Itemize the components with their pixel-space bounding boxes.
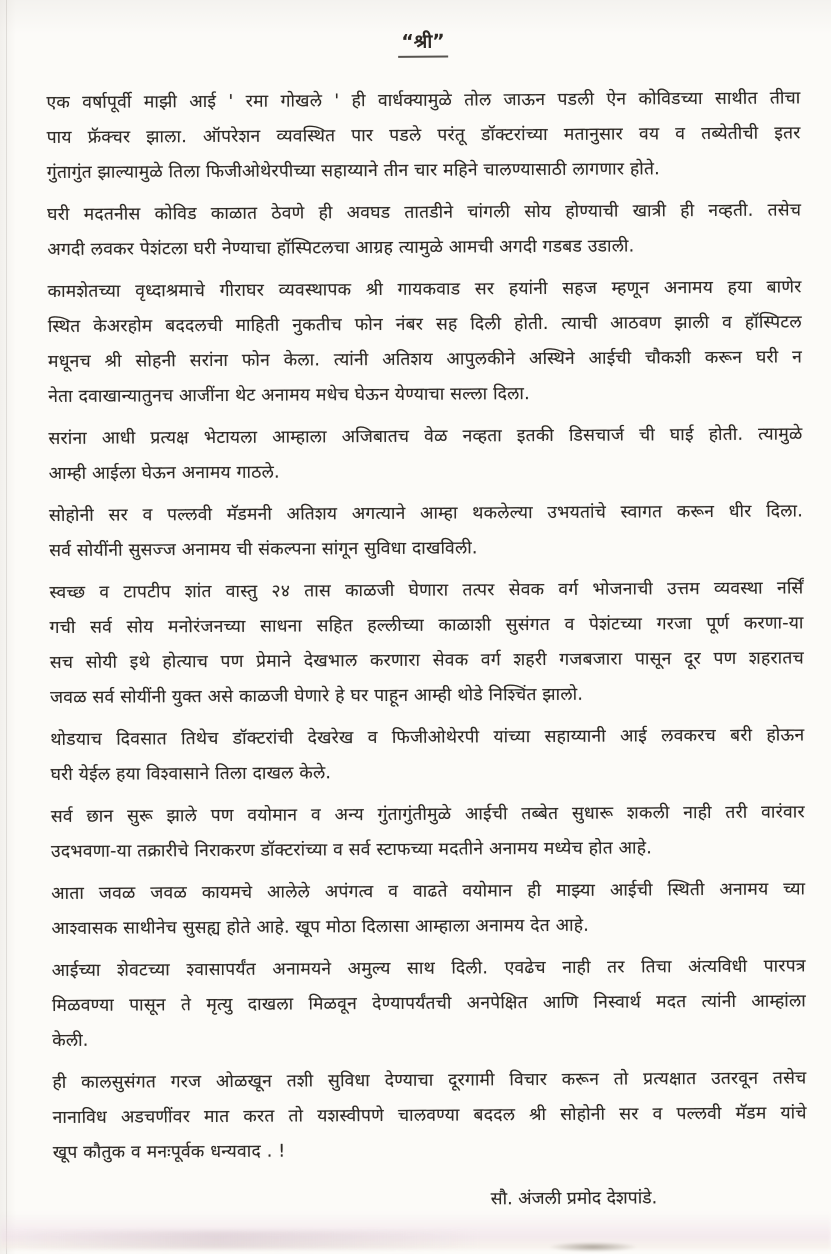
text-line: स्वच्छ व टापटीप शांत वास्तु २४ तास काळजी घेणारा तत्पर सेवक वर्ग भोजनाची उत्तम व्यवस्था नर्सिं [49, 578, 804, 603]
text-line: कामशेतच्या वृध्दाश्रमाचे गीराघर व्यवस्थापक श्री गायकवाड सर हयांनी सहज म्हणून अनामय हया बाणेर [47, 277, 802, 302]
text-line: सोहोनी सर व पल्लवी मॅडमनी अतिशय अगत्याने आम्हा थकलेल्या उभयतांचे स्वागत करून धीर दिला. [48, 501, 804, 526]
text-line: केली. [52, 1030, 89, 1051]
text-line: आम्ही आईला घेऊन अनामय गाठले. [48, 462, 280, 484]
text-line: आईच्या शेवटच्या श्वासापर्यंत अनामयने अमुल्य साथ दिली. एवढेच नाही तर तिचा अंत्यविधी पारपत्र [51, 956, 806, 981]
text-line: आता जवळ जवळ कायमचे आलेले अपंगत्व व वाढते वयोमान ही माझ्या आईची स्थिती अनामय च्या [51, 879, 806, 904]
paragraph [50, 718, 804, 793]
letter-invocation [46, 25, 800, 60]
paragraph [49, 494, 803, 569]
text-line: आश्वासक साथीनेच सुसह्य होते आहे. खूप मोठा दिलासा आम्हाला अनामय देत आहे. [51, 915, 590, 939]
scan-edge-shadow [6, 0, 7, 1254]
paragraph [51, 872, 805, 947]
text-line: नेता दवाखान्यातुनच आजींना थेट अनामय मधेच घेऊन येण्याचा सल्ला दिला. [48, 384, 530, 407]
text-line: मधूनच श्री सोहनी सरांना फोन केला. त्यांनी अतिशय आपुलकीने अस्थिने आईची चौकशी करून घरी न [47, 347, 803, 372]
text-line: सर्व सोयींनी सुसज्ज अनामय ची संकल्पना सांगून सुविधा दाखविली. [49, 538, 478, 561]
bottom-left-scan-shadow [0, 1231, 480, 1249]
text-line: घरी मदतनीस कोविड काळात ठेवणे ही अवघड तातडीने चांगली सोय होण्याची खात्री ही नव्हती. तसेच [47, 200, 802, 225]
paragraph [52, 1061, 807, 1171]
text-line: उदभवणा-या तक्रारीचे निराकरण डॉक्टरांच्या व सर्व स्टाफच्या मदतीने अनामय मध्येच होत आहे. [50, 838, 653, 862]
text-line: जवळ सर्व सोयींनी युक्त असे काळजी घेणारे हे घर पाहून आम्ही थोडे निश्चिंत झालो. [50, 684, 584, 708]
paragraph [47, 270, 802, 415]
bottom-edge-smudge [548, 1242, 638, 1252]
text-line: गची सर्व सोय मनोरंजनच्या साधना सहित हल्लीच्या काळाशी सुसंगत व पेशंटच्या गरजा पूर्ण करणा-या [49, 613, 804, 638]
paragraph [52, 949, 807, 1059]
text-line: पाय फ्रॅक्चर झाला. ऑपरेशन व्यवस्थित पार पडले परंतू डॉक्टरांच्या मतानुसार वय व तब्येतीची इतर [46, 123, 801, 148]
text-line: खूप कौतुक व मनःपूर्वक धन्यवाद . ! [52, 1141, 286, 1163]
text-line: सरांना आधी प्रत्यक्ष भेटायला आम्हाला अजिबातच वेळ नव्हता इतकी डिसचार्ज ची घाई होती. त्यामुळे [48, 424, 803, 449]
paragraph [48, 417, 802, 492]
text-line: सच सोयी इथे होत्याच पण प्रेमाने देखभाल करणारा सेवक वर्ग शहरी गजबजारा पासून दूर पण शहरातच [49, 648, 804, 673]
text-line: स्थित केअरहोम बददलची माहिती नुकतीच फोन नंबर सह दिली होती. त्याची आठवण झाली व हॉस्पिटल [47, 312, 802, 337]
paragraph [47, 193, 801, 268]
text-line: थोडयाच दिवसात तिथेच डॉक्टरांची देखरेख व फिजीओथेरपी यांच्या सहाय्यानी आई लवकरच बरी होऊन [50, 725, 805, 750]
letter-sheet [46, 25, 807, 1220]
text-line: ही कालसुसंगत गरज ओळखून तशी सुविधा देण्याचा दूरगामी विचार करून तो प्रत्यक्षात उतरवून तसेच [52, 1068, 807, 1093]
text-line: सर्व छान सुरू झाले पण वयोमान व अन्य गुंतागुंतीमुळे आईची तब्बेत सुधारू शकली नाही तरी वारंवार [50, 802, 805, 827]
text-line: एक वर्षापूर्वी माझी आई ' रमा गोखले ' ही वार्धक्यामुळे तोल जाऊन पडली ऐन कोविडच्या साथीत तीचा [46, 88, 801, 113]
text-line: घरी येईल हया विश्वासाने तिला दाखल केले. [50, 763, 332, 785]
letter-body [46, 81, 807, 1171]
paragraph [49, 571, 804, 716]
text-line: मिळवण्या पासून ते मृत्यु दाखला मिळवून देण्यापर्यंतची अनपेक्षित आणि निस्वार्थ मदत त्यांनी आम्हांला [51, 991, 807, 1016]
signature-line: सौ. अंजली प्रमोद देशपांडे. [490, 1188, 658, 1210]
paragraph [51, 795, 805, 870]
invocation-text: “श्री” [398, 28, 448, 58]
text-line: गुंतागुंत झाल्यामुळे तिला फिजीओथेरपीच्या सहाय्याने तीन चार महिने चालण्यासाठी लागणार होते. [46, 159, 660, 183]
text-line: अगदी लवकर पेशंटला घरी नेण्याचा हॉस्पिटलचा आग्रह त्यामुळे आमची अगदी गडबड उडाली. [47, 236, 635, 260]
paragraph [46, 81, 801, 191]
text-line: नानाविध अडचणींवर मात करत तो यशस्वीपणे चालवण्या बददल श्री सोहोनी सर व पल्लवी मॅडम यांचे [52, 1103, 807, 1128]
